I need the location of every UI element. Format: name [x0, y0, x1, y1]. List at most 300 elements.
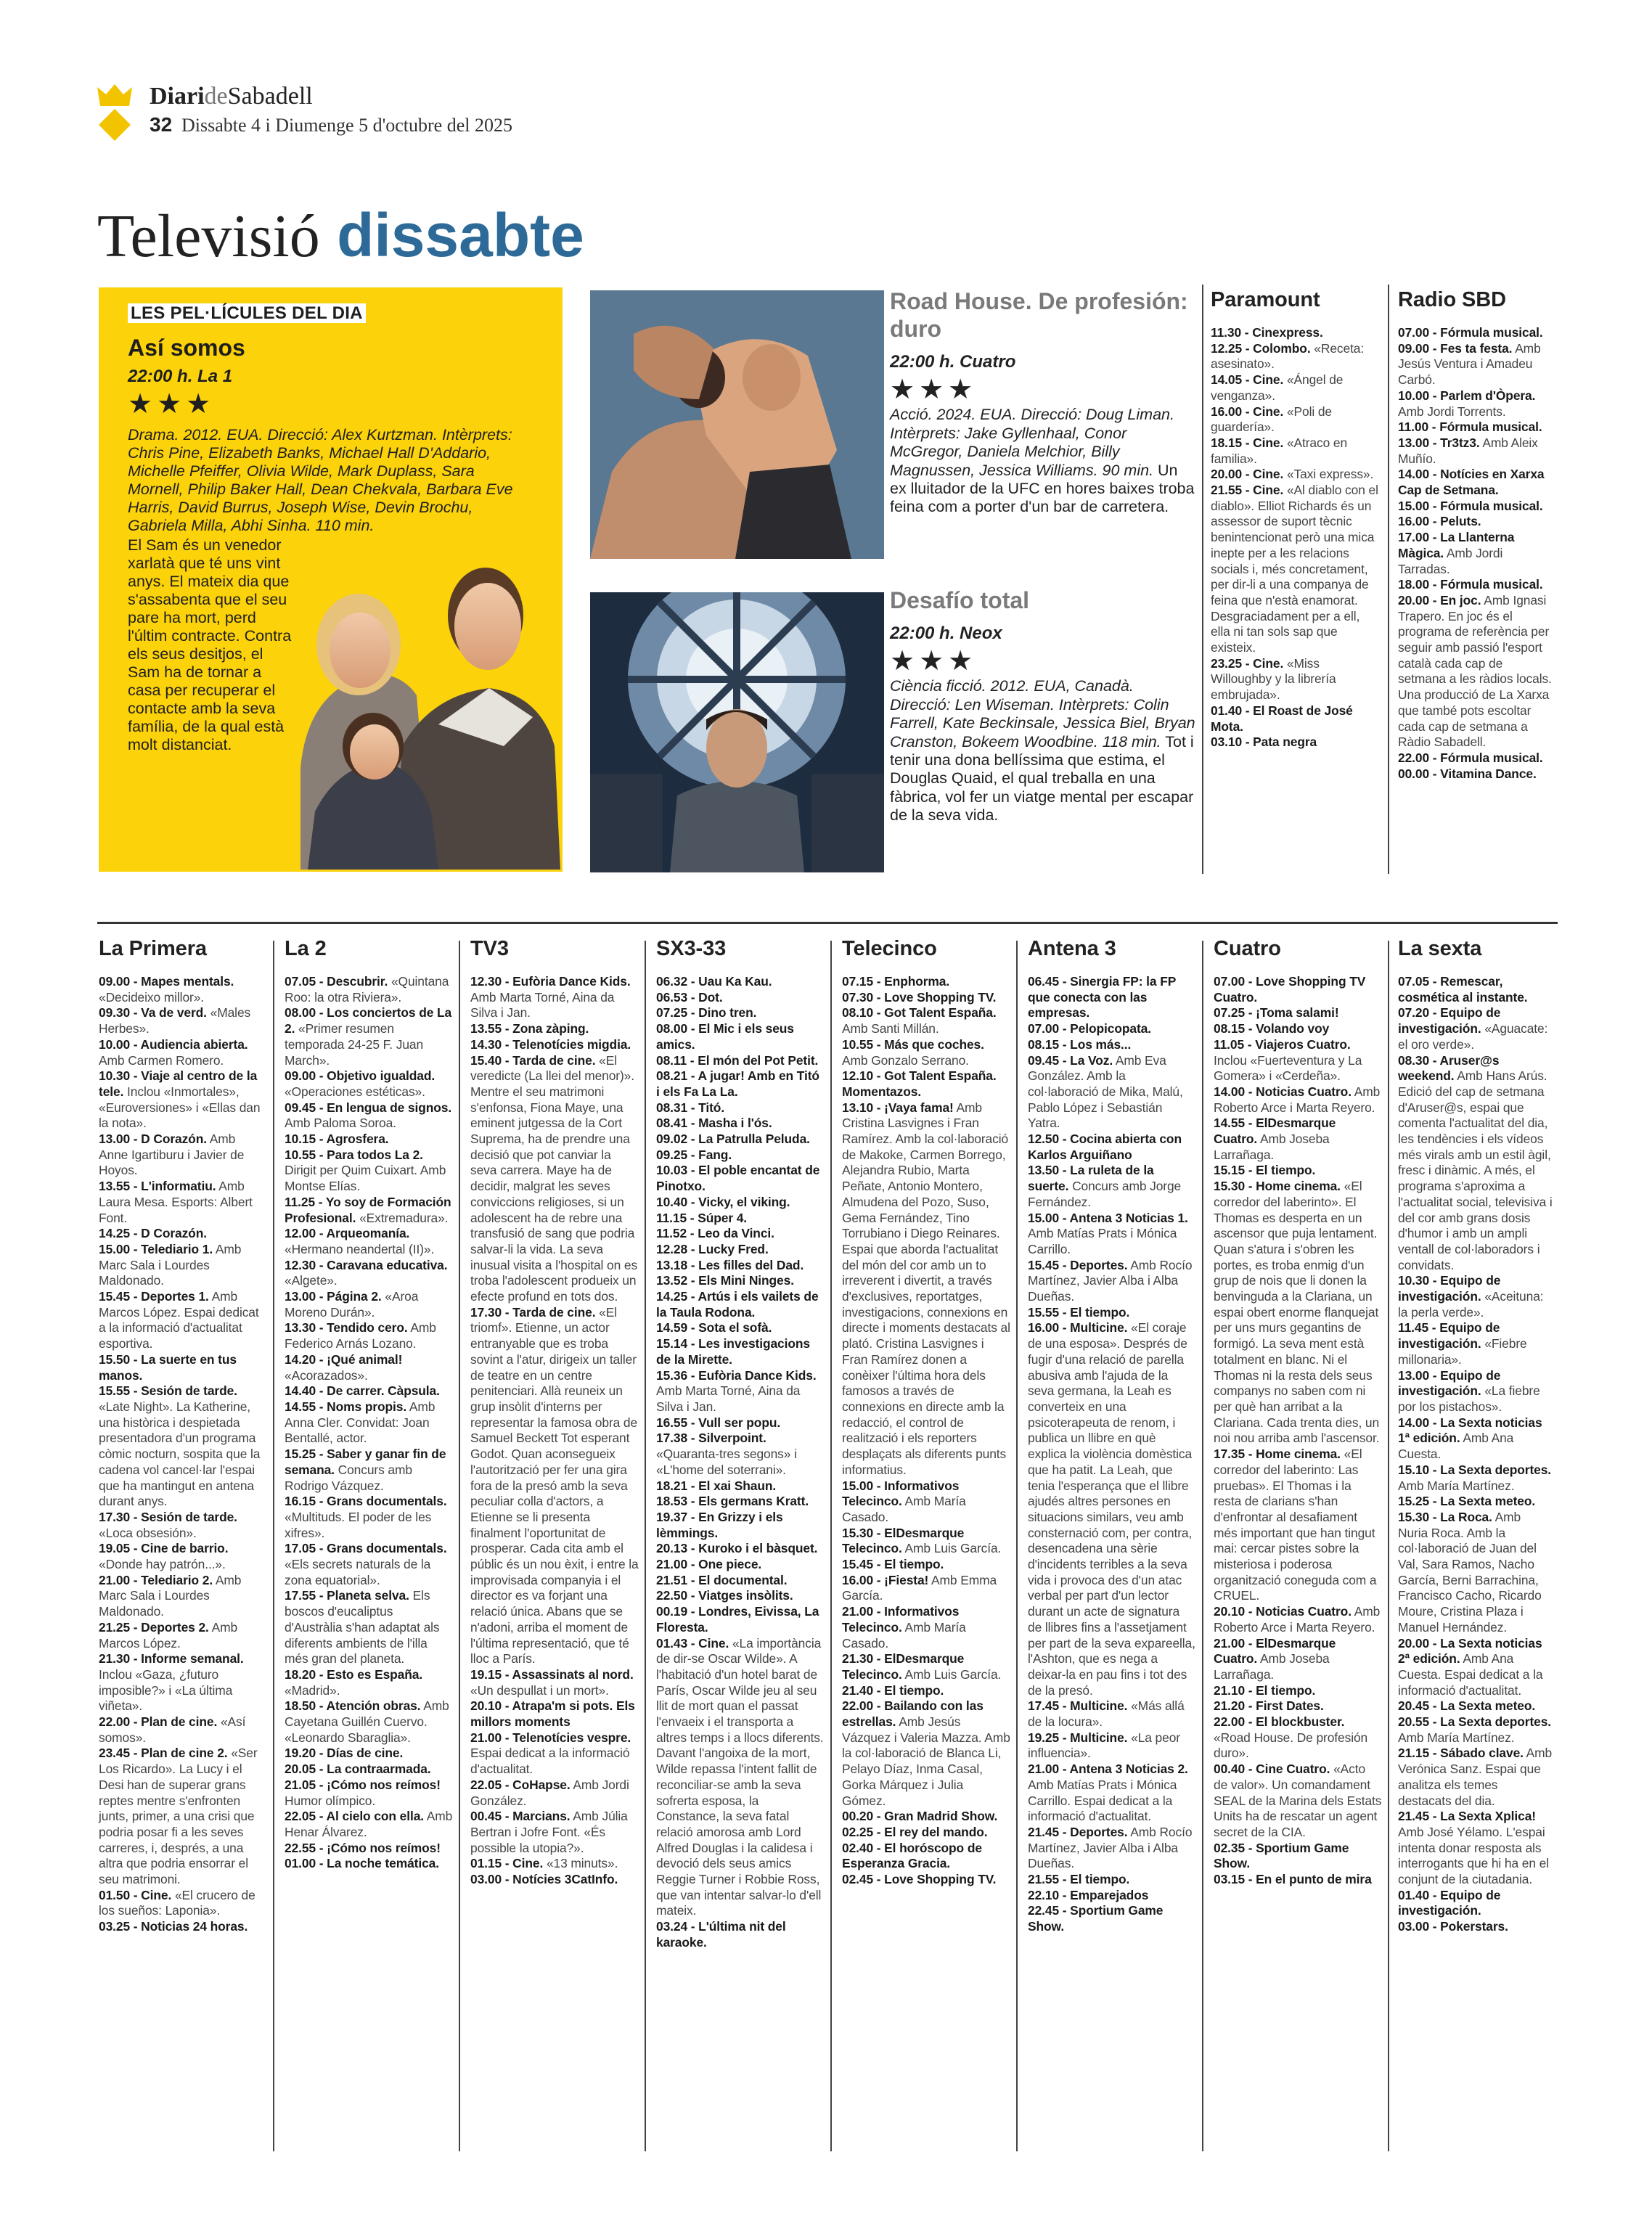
program-time-title: 22.00 - Fórmula musical.	[1398, 750, 1543, 765]
program-item	[470, 1053, 639, 1305]
program-time-title: 14.30 - Telenotícies migdia.	[470, 1036, 631, 1052]
program-item	[656, 1588, 825, 1604]
program-time-title: 17.00 - La Llanterna Màgica.	[1398, 530, 1515, 560]
program-item	[1028, 1730, 1196, 1762]
program-item	[285, 1100, 453, 1132]
channel-name: Cuatro	[1214, 937, 1281, 960]
column-divider	[1388, 941, 1389, 2151]
program-description: Amb Laura Mesa. Esports: Albert Font.	[99, 1179, 253, 1225]
program-time-title: 02.45 - Love Shopping TV.	[842, 1872, 997, 1887]
program-description: «Así somos».	[99, 1714, 246, 1745]
program-time-title: 15.30 - La Roca.	[1398, 1509, 1492, 1524]
program-item	[1028, 1037, 1196, 1053]
program-time-title: 21.30 - Informe semanal.	[99, 1651, 244, 1666]
program-description: Amb María Casado.	[842, 1494, 966, 1524]
program-item	[842, 1005, 1010, 1036]
program-item	[285, 1494, 453, 1541]
program-description: Amb María Casado.	[842, 1619, 966, 1651]
channel-name: La 2	[285, 937, 327, 960]
program-time-title: 12.30 - Caravana educativa.	[285, 1257, 448, 1272]
program-description: Amb Roberto Arce i Marta Reyero.	[1214, 1604, 1381, 1635]
program-time-title: 10.15 - Agrosfera.	[285, 1132, 389, 1147]
column-divider	[1202, 941, 1203, 2151]
program-time-title: 10.00 - Audiencia abierta.	[99, 1036, 248, 1052]
program-time-title: 20.00 - La Sexta noticias 2ª edición.	[1398, 1635, 1542, 1666]
program-item	[1398, 1494, 1553, 1510]
program-item	[1028, 1903, 1196, 1934]
program-item	[842, 1526, 1010, 1557]
program-description: Amb Júlia Bertran i Jofre Font. «És possible la utopia?».	[470, 1809, 628, 1855]
program-description: «Taxi express».	[1286, 467, 1374, 482]
program-item	[99, 1620, 267, 1651]
program-item	[1214, 1683, 1382, 1699]
program-item	[1214, 1021, 1382, 1037]
program-description: Amb Cayetana Guillén Cuervo. «Leonardo Sbaraglia».	[285, 1698, 449, 1745]
program-description: Amb Luis García.	[904, 1541, 1002, 1556]
program-item	[656, 1211, 825, 1227]
program-description: Amb Jordi Tarradas.	[1398, 545, 1503, 576]
program-time-title: 12.30 - Eufòria Dance Kids.	[470, 974, 631, 989]
program-item	[285, 1746, 453, 1762]
program-description: «Aceituna: la perla verde».	[1398, 1289, 1544, 1320]
program-time-title: 10.30 - Viaje al centro de la tele.	[99, 1068, 258, 1099]
program-time-title: 11.25 - Yo soy de Formación Profesional.	[285, 1194, 451, 1225]
program-time-title: 16.00 - Multicine.	[1028, 1320, 1128, 1336]
program-description: Amb Luis García.	[904, 1666, 1002, 1682]
program-item	[656, 1557, 825, 1573]
program-item	[99, 1132, 267, 1179]
program-time-title: 21.15 - Sábado clave.	[1398, 1746, 1524, 1761]
program-time-title: 08.30 - Aruser@s weekend.	[1398, 1052, 1500, 1084]
program-time-title: 14.00 - Notícies en Xarxa Cap de Setmana.	[1398, 467, 1545, 498]
program-time-title: 16.15 - Grans documentals.	[285, 1494, 447, 1509]
program-description: Amb Jordi Torrents.	[1398, 404, 1506, 419]
program-time-title: 17.30 - Tarda de cine.	[470, 1304, 596, 1320]
program-time-title: 01.50 - Cine.	[99, 1887, 172, 1902]
section-kicker: LES PEL·LÍCULES DEL DIA	[128, 303, 366, 323]
program-description: «Algete».	[285, 1273, 338, 1288]
program-item	[1028, 1211, 1196, 1258]
program-item	[656, 1320, 825, 1336]
program-time-title: 16.55 - Vull ser popu.	[656, 1415, 781, 1430]
program-description: «Atraco en familia».	[1211, 435, 1348, 466]
program-item	[285, 1132, 453, 1148]
film-title: Desafío total	[890, 587, 1030, 613]
rating-stars-icon: ★★★	[890, 646, 978, 677]
program-time-title: 08.41 - Masha i l'ós.	[656, 1116, 772, 1131]
program-item	[1398, 388, 1553, 420]
film-text	[890, 406, 1198, 516]
program-time-title: 02.35 - Sportium Game Show.	[1214, 1840, 1349, 1871]
program-description: «El triomf». Etienne, un actor entranyable que es troba sovint a l'atur, dirigeix un taller de teatre en un centre penitenciari. Allà reuneix un grup insòlit d'interns per representar la famosa obra de Samuel Beckett Tot esperant Godot. Quan aconsegueix l'autorització per fer una gira fora de la presó amb la seva peculiar colla d'actors, a Etienne se li presenta finalment l'oportunitat de prosperar. Cada cita amb el públic és un nou èxit, i entre la improvisada companyia i el director es va forjant una relació única. Abans que se n'adoni, arriba el moment de l'última representació, que té lloc a París.	[470, 1304, 639, 1666]
program-item	[1398, 577, 1553, 593]
program-item	[1028, 1762, 1196, 1825]
program-description: Amb Nuria Roca. Amb la col·laboració de Juan del Val, Sara Ramos, Nacho García, Berni Barrachina, Francisco Cacho, Ricardo Moure, Cristina Plaza i Manuel Hernández.	[1398, 1509, 1542, 1635]
program-item	[1398, 1005, 1553, 1052]
program-time-title: 20.55 - La Sexta deportes.	[1398, 1714, 1552, 1730]
program-description: «La peor influencia».	[1028, 1730, 1180, 1761]
program-item	[1398, 1919, 1553, 1935]
program-time-title: 07.15 - Enphorma.	[842, 974, 950, 989]
program-item	[656, 1415, 825, 1431]
program-description: Amb Marcos López.	[99, 1619, 238, 1651]
program-time-title: 08.21 - A jugar! Amb en Titó i els Fa La La.	[656, 1068, 819, 1099]
program-item	[1211, 341, 1379, 372]
program-time-title: 09.00 - Mapes mentals.	[99, 974, 234, 989]
program-time-title: 07.25 - ¡Toma salami!	[1214, 1005, 1339, 1021]
rating-stars-icon: ★★★	[128, 389, 216, 420]
program-time-title: 15.30 - ElDesmarque Telecinco.	[842, 1525, 965, 1556]
program-item	[656, 1021, 825, 1052]
program-time-title: 08.00 - El Mic i els seus amics.	[656, 1021, 794, 1052]
film-title: Así somos	[128, 335, 245, 361]
program-item	[1028, 1888, 1196, 1904]
program-description: «Extremadura».	[359, 1210, 449, 1225]
program-item	[1398, 499, 1553, 515]
program-item	[1398, 1510, 1553, 1636]
program-description: Amb Verónica Sanz. Espai que analitza els temes destacats del dia.	[1398, 1746, 1553, 1808]
program-time-title: 09.30 - Va de verd.	[99, 1005, 207, 1021]
film-credits: Acció. 2024. EUA. Direcció: Doug Liman. Intèrprets: Jake Gyllenhaal, Conor McGregor, Daniela Melchior, Billy Magnussen, Jessica Williams. 90 min.	[890, 406, 1174, 479]
program-description: «El corredor del laberinto». El Thomas es desperta en un ascensor que puja lentament. Quan s'atura i s'obren les portes, es troba enmig d'un grup de nois que li donen la benvinguda a la Clariana, un espai obert enorme flanquejat per uns murs gegantins de formigó. La seva ment està totalment en blanc. Ni el Thomas ni la resta dels seus companys no saben com ni per què han arribat a la Clariana. Cada trenta dies, un noi nou arriba amb l'ascensor.	[1214, 1179, 1380, 1446]
program-description: «Madrid».	[285, 1682, 340, 1698]
program-item	[1214, 1005, 1382, 1021]
program-time-title: 07.30 - Love Shopping TV.	[842, 989, 997, 1005]
program-item	[99, 974, 267, 1005]
program-description: Humor olímpico.	[285, 1793, 376, 1808]
program-time-title: 22.05 - Al cielo con ella.	[285, 1809, 425, 1824]
program-item	[656, 1258, 825, 1274]
program-item	[470, 974, 639, 1021]
program-time-title: 10.00 - Parlem d'Òpera.	[1398, 388, 1536, 403]
program-description: Amb Henar Álvarez.	[285, 1809, 453, 1839]
program-item	[842, 1698, 1010, 1809]
program-time-title: 09.45 - La Voz.	[1028, 1052, 1113, 1068]
program-item	[470, 1021, 639, 1037]
film-block-desafio-total	[890, 586, 1198, 825]
program-time-title: 07.00 - Fórmula musical.	[1398, 325, 1543, 340]
program-item	[1398, 974, 1553, 1005]
program-item	[1398, 1714, 1553, 1746]
program-item	[1211, 703, 1379, 735]
program-time-title: 08.00 - Los conciertos de La 2.	[285, 1005, 452, 1036]
program-description: «Els secrets naturals de la zona equatorial».	[285, 1557, 431, 1587]
program-item	[1398, 1273, 1553, 1320]
channel-name: Paramount	[1211, 288, 1320, 311]
program-time-title: 15.15 - El tiempo.	[1214, 1163, 1316, 1178]
program-time-title: 15.45 - El tiempo.	[842, 1557, 944, 1572]
program-item	[656, 1068, 825, 1100]
program-item	[842, 1604, 1010, 1651]
program-item	[842, 1809, 1010, 1825]
program-item	[842, 1557, 1010, 1573]
program-description: «Acto de valor». Un comandament SEAL de la Marina dels Estats Units ha de rescatar un agent secret de la CIA.	[1214, 1762, 1382, 1839]
program-time-title: 09.00 - Fes ta festa.	[1398, 340, 1513, 356]
program-time-title: 15.30 - Home cinema.	[1214, 1179, 1341, 1194]
newspaper-brand[interactable]: DiarideSabadell	[150, 83, 313, 110]
program-item	[656, 1431, 825, 1478]
program-description: Amb Matías Prats i Mónica Carrillo. Espai dedicat a la informació d'actualitat.	[1028, 1777, 1177, 1824]
program-time-title: 21.10 - El tiempo.	[1214, 1682, 1316, 1698]
program-time-title: 19.25 - Multicine.	[1028, 1730, 1128, 1745]
program-time-title: 08.10 - Got Talent España.	[842, 1005, 997, 1021]
program-item	[1028, 974, 1196, 1021]
program-item	[470, 1778, 639, 1809]
program-item	[99, 1226, 267, 1242]
program-time-title: 21.00 - Telediario 2.	[99, 1572, 213, 1587]
program-item	[285, 1195, 453, 1226]
program-time-title: 15.00 - Informativos Telecinco.	[842, 1478, 960, 1509]
program-time-title: 10.55 - Para todos La 2.	[285, 1147, 423, 1162]
program-time-title: 07.05 - Remescar, cosmética al instante.	[1398, 974, 1528, 1005]
program-item	[842, 1651, 1010, 1682]
program-time-title: 21.00 - Antena 3 Noticias 2.	[1028, 1762, 1188, 1777]
program-item	[1214, 1762, 1382, 1841]
program-item	[1028, 1872, 1196, 1888]
program-time-title: 03.00 - Pokerstars.	[1398, 1919, 1508, 1934]
program-item	[1214, 1604, 1382, 1635]
program-description: «La fiebre por los pistachos».	[1398, 1383, 1540, 1414]
program-description: «Late Night». La Katherine, una històrica i despietada presentadora d'un programa còmic nocturn, sospita que la cadena vol cancel·lar l'espai que ha mantingut en antena durant anys.	[99, 1399, 261, 1509]
program-item	[1211, 435, 1379, 467]
program-time-title: 21.30 - ElDesmarque Telecinco.	[842, 1651, 965, 1682]
program-item	[656, 1242, 825, 1258]
program-time-title: 12.25 - Colombo.	[1211, 340, 1311, 356]
program-item	[656, 1226, 825, 1242]
program-time-title: 11.15 - Súper 4.	[656, 1210, 748, 1225]
program-item	[470, 1667, 639, 1698]
program-description: Dirigit per Quim Cuixart. Amb Montse Elías.	[285, 1163, 446, 1194]
program-item	[285, 1809, 453, 1840]
program-time-title: 21.55 - El tiempo.	[1028, 1872, 1130, 1887]
program-description: Amb Carmen Romero.	[99, 1052, 224, 1068]
program-time-title: 18.00 - Fórmula musical.	[1398, 577, 1543, 592]
program-description: Amb Joseba Larrañaga.	[1214, 1132, 1330, 1162]
program-description: «Miss Willoughby y la librería embrujada».	[1211, 655, 1336, 703]
program-time-title: 11.00 - Fórmula musical.	[1398, 420, 1542, 435]
program-description: Amb María Martínez.	[1398, 1478, 1515, 1493]
channel-column-la-primera	[99, 936, 267, 1935]
program-description: «El coraje de una esposa». Després de fugir d'una relació de parella abusiva amb l'ajuda de la seva germana, la Leah es converteix en una psicoterapeuta de renom, i publica un llibre en què explica la violència domèstica que ha patit. La Leah, que tenia l'esperança que el llibre ajudés altres persones en situacions similars, veu amb consternació com, per contra, desencadena una sèrie d'incidents terribles a la seva vida i provoca des d'un atac verbal per part d'un lector durant un acte de signatura de llibres fins a l'assetjament per part de la seva expareella, l'Ashton, que es nega a deixar-la en pau fins i tot des de la presó.	[1028, 1320, 1195, 1698]
program-time-title: 02.40 - El horóscopo de Esperanza Gracia.	[842, 1840, 982, 1871]
program-time-title: 15.25 - La Sexta meteo.	[1398, 1494, 1536, 1509]
film-credits: Ciència ficció. 2012. EUA, Canadà. Direcció: Len Wiseman. Intèrprets: Colin Farrell, Kate Beckinsale, Jessica Biel, Bryan Cranston, Bokeem Woodbine. 118 min.	[890, 677, 1195, 751]
program-time-title: 20.45 - La Sexta meteo.	[1398, 1698, 1536, 1714]
column-divider	[1016, 941, 1018, 2151]
program-description: Amb Gonzalo Serrano.	[842, 1052, 969, 1068]
film-block-road-house	[890, 287, 1198, 517]
program-item	[1398, 1368, 1553, 1415]
program-item	[285, 1289, 453, 1320]
program-item	[1211, 372, 1379, 404]
program-description: Amb Anne Igartiburu i Javier de Hoyos.	[99, 1132, 245, 1178]
program-item	[1028, 1132, 1196, 1163]
program-time-title: 22.55 - ¡Cómo nos reímos!	[285, 1840, 441, 1855]
program-item	[285, 1352, 453, 1383]
program-description: «Al diablo con el diablo». Elliot Richards és un assessor de suport tècnic benintencionat però una mica inepte per a les relacions socials i, més concretament, per dir-li a una companya de feina que n'està enamorat. Desgraciadament per a ell, ella ni tan sols sap que existeix.	[1211, 483, 1378, 655]
program-description: Amb Joseba Larrañaga.	[1214, 1651, 1330, 1682]
film-text	[890, 677, 1198, 825]
program-time-title: 07.00 - Pelopicopata.	[1028, 1021, 1151, 1036]
program-time-title: 10.40 - Vicky, el viking.	[656, 1194, 790, 1209]
program-item	[99, 1242, 267, 1289]
program-description: «Acorazados».	[285, 1367, 368, 1383]
program-item	[99, 1888, 267, 1919]
issue-date: Dissabte 4 i Diumenge 5 d'octubre del 2025	[181, 115, 512, 136]
program-description: Amb Rocío Martínez, Javier Alba i Alba Dueñas.	[1028, 1257, 1193, 1304]
program-time-title: 14.25 - D Corazón.	[99, 1226, 207, 1241]
program-item	[1398, 593, 1553, 751]
program-time-title: 10.55 - Más que coches.	[842, 1036, 984, 1052]
program-time-title: 13.00 - Página 2.	[285, 1289, 382, 1304]
program-time-title: 03.10 - Pata negra	[1211, 735, 1317, 750]
desafio-total-photo	[590, 592, 884, 872]
program-time-title: 20.13 - Kuroko i el bàsquet.	[656, 1541, 818, 1556]
program-time-title: 17.30 - Sesión de tarde.	[99, 1509, 237, 1524]
program-time-title: 12.10 - Got Talent España. Momentazos.	[842, 1068, 997, 1099]
film-time: 22:00 h. Neox	[890, 623, 1002, 643]
program-description: Amb Jesús Vázquez i Valeria Mazza. Amb la col·laboració de Blanca Li, Pelayo Díaz, Inma Casal, Gorka Márquez i Julia Gómez.	[842, 1714, 1010, 1808]
program-description: Els boscos d'eucaliptus d'Austràlia s'han adaptat als diferents ambients de l'illa més gran del planeta.	[285, 1588, 440, 1666]
program-description: «Aguacate: el oro verde».	[1398, 1021, 1548, 1052]
program-time-title: 01.43 - Cine.	[656, 1635, 729, 1651]
program-item	[285, 1320, 453, 1351]
program-item	[1028, 1021, 1196, 1037]
program-time-title: 13.52 - Els Mini Ninges.	[656, 1273, 794, 1288]
program-item	[470, 1305, 639, 1667]
program-description: «Ser Los Ricardo». La Lucy i el Desi han de superar grans reptes mentre s'enfronten junts, primer, a una crisi que podria posar fi a les seves carreres, i, després, a una altra que podria ensorrar el seu matrimoni.	[99, 1746, 258, 1887]
program-time-title: 03.24 - L'última nit del karaoke.	[656, 1919, 786, 1950]
rating-stars-icon: ★★★	[890, 375, 978, 406]
program-time-title: 09.45 - En lengua de signos.	[285, 1100, 452, 1115]
program-description: Amb Aleix Muñío.	[1398, 435, 1538, 466]
program-item	[285, 1588, 453, 1667]
program-item	[842, 974, 1010, 990]
program-item	[1398, 467, 1553, 498]
program-item	[470, 1698, 639, 1730]
program-time-title: 01.00 - La noche temática.	[285, 1856, 439, 1871]
program-time-title: 18.53 - Els germans Kratt.	[656, 1494, 809, 1509]
channel-column-cuatro	[1214, 936, 1382, 1888]
program-item	[285, 1399, 453, 1447]
program-time-title: 21.00 - Informativos Telecinco.	[842, 1604, 960, 1635]
program-item	[285, 1447, 453, 1494]
featured-film-box	[99, 287, 563, 872]
program-description: Concurs amb Rodrigo Vázquez.	[285, 1462, 412, 1493]
channel-name: La sexta	[1398, 937, 1482, 960]
program-description: Inclou «Inmortales», «Euroversiones» i «Ellas dan la nota».	[99, 1084, 261, 1131]
program-description: «13 minuts».	[546, 1856, 618, 1871]
program-item	[470, 1872, 639, 1888]
program-item	[842, 990, 1010, 1006]
channel-column-la-sexta	[1398, 936, 1553, 1935]
program-description: Amb José Yélamo. L'espai intenta donar resposta als interrogants que hi ha en el conjunt de la ciutadania.	[1398, 1824, 1549, 1887]
program-description: Amb Marta Torné, Aina da Silva i Jan.	[656, 1383, 801, 1414]
channel-name: SX3-33	[656, 937, 727, 960]
program-time-title: 19.37 - En Grizzy i els lèmmings.	[656, 1509, 783, 1540]
program-item	[656, 1636, 825, 1920]
program-item	[470, 1856, 639, 1872]
program-time-title: 20.00 - En joc.	[1398, 592, 1481, 608]
program-time-title: 06.32 - Uau Ka Kau.	[656, 974, 772, 989]
program-time-title: 15.40 - Tarda de cine.	[470, 1052, 596, 1068]
program-item	[285, 974, 453, 1005]
program-item	[842, 1100, 1010, 1478]
program-item	[99, 1573, 267, 1620]
program-time-title: 00.20 - Gran Madrid Show.	[842, 1809, 998, 1824]
program-time-title: 22.10 - Emparejados	[1028, 1887, 1149, 1902]
program-time-title: 21.20 - First Dates.	[1214, 1698, 1324, 1714]
program-item	[656, 1368, 825, 1415]
program-time-title: 06.45 - Sinergia FP: la FP que conecta con las empresas.	[1028, 974, 1176, 1021]
program-item	[1028, 1698, 1196, 1730]
program-item	[656, 1510, 825, 1541]
program-time-title: 00.19 - Londres, Eivissa, La Floresta.	[656, 1604, 819, 1635]
program-time-title: 01.40 - Equipo de investigación.	[1398, 1887, 1501, 1918]
program-description: «La importància de dir-se Oscar Wilde». A l'habitació d'un hotel barat de París, Oscar Wilde jeu al seu llit de mort quan el passat l'envaeix i el transporta a altres temps i a llocs diferents. Davant l'angoixa de la mort, Wilde repassa l'intent fallit de reconciliar-se amb la seva sofrerta esposa, la Constance, la seva fatal relació amorosa amb Lord Alfred Douglas i la calidesa i devoció dels seus amics Reggie Turner i Robbie Ross, que van intentar salvar-lo d'ell mateix.	[656, 1635, 824, 1918]
film-time: 22:00 h. La 1	[128, 367, 233, 386]
program-time-title: 07.25 - Dino tren.	[656, 1005, 757, 1021]
program-time-title: 00.45 - Marcians.	[470, 1809, 571, 1824]
program-time-title: 13.00 - Equipo de investigación.	[1398, 1367, 1501, 1399]
program-item	[1214, 1447, 1382, 1604]
program-item	[656, 1273, 825, 1289]
program-time-title: 07.00 - Love Shopping TV Cuatro.	[1214, 974, 1366, 1005]
program-time-title: 20.10 - Noticias Cuatro.	[1214, 1604, 1352, 1619]
program-description: Amb Marc Sala i Lourdes Maldonado.	[99, 1241, 242, 1288]
channel-column-paramount	[1211, 287, 1379, 751]
column-divider	[830, 941, 832, 2151]
program-description: «Más allá de la locura».	[1028, 1698, 1185, 1730]
program-item	[1398, 1888, 1553, 1919]
program-item	[1214, 1179, 1382, 1447]
channel-name: Antena 3	[1028, 937, 1116, 960]
program-description: Amb Cristina Lasvignes i Fran Ramírez. Amb la col·laboració de Makoke, Carmen Borrego, Alejandra Rubio, Marta Peñate, Antonio Montero, Almudena del Pozo, Suso, Gema Fernández, Tino Torrubiano i Diego Reinares. Espai que aborda l'actualitat del món del cor amb un to irreverent i divertit, a través d'exclusives, reportatges, investigacions, connexions en directe i moments destacats al plató. Cristina Lasvignes i Fran Ramírez donen a conèixer l'última hora dels famosos a través de connexions en directe amb la redacció, el control de realització i els reporters desplaçats als diferents punts informatius.	[842, 1100, 1010, 1477]
program-time-title: 17.05 - Grans documentals.	[285, 1541, 447, 1556]
film-synopsis: Tot i tenir una dona bellíssima que estima, el Douglas Quaid, el qual treballa en una fàbrica, vol fer un viatge mental per escapar de la seva vida.	[890, 732, 1194, 825]
program-description: Amb Hans Arús. Edició del cap de setmana d'Aruser@s, espai que comenta l'actualitat del dia, les tendències i els vídeos més virals amb un estil àgil, fresc i dinàmic. A més, el programa s'aproxima a l'actualitat social, televisiva i del cor amb grans dosis d'humor i amb un ampli ventall de col·laboradors i convidats.	[1398, 1068, 1553, 1272]
program-time-title: 21.25 - Deportes 2.	[99, 1619, 209, 1635]
program-description: Amb Ignasi Trapero. En joc és el programa de referència per seguir amb passió l'esport català cada cap de setmana a les ràdios locals. Una producció de La Xarxa que també pots escoltar cada cap de setmana a Ràdio Sabadell.	[1398, 592, 1552, 750]
page-number: 32	[150, 113, 173, 136]
channel-name: Radio SBD	[1398, 288, 1506, 311]
program-description: «Males Herbes».	[99, 1005, 251, 1036]
program-time-title: 21.45 - La Sexta Xplica!	[1398, 1809, 1536, 1824]
program-item	[99, 1037, 267, 1068]
program-description: Amb Ana Cuesta.	[1398, 1431, 1514, 1462]
program-item	[99, 1179, 267, 1226]
program-time-title: 20.10 - Atrapa'm si pots. Els millors moments	[470, 1698, 635, 1730]
program-item	[656, 1289, 825, 1320]
program-time-title: 18.50 - Atención obras.	[285, 1698, 421, 1714]
column-divider	[1388, 285, 1389, 874]
program-item	[1211, 656, 1379, 703]
program-description: «Quintana Roo: la otra Riviera».	[285, 974, 449, 1005]
program-time-title: 21.40 - El tiempo.	[842, 1682, 944, 1698]
program-item	[285, 1841, 453, 1857]
program-time-title: 12.00 - Arqueomanía.	[285, 1226, 410, 1241]
program-time-title: 06.53 - Dot.	[656, 989, 723, 1005]
program-time-title: 15.50 - La suerte en tus manos.	[99, 1351, 237, 1383]
program-time-title: 15.14 - Les investigacions de la Mirette.	[656, 1336, 810, 1367]
program-item	[1214, 974, 1382, 1005]
program-time-title: 14.00 - La Sexta noticias 1ª edición.	[1398, 1415, 1542, 1446]
program-time-title: 21.45 - Deportes.	[1028, 1824, 1128, 1839]
program-description: Amb Eva González. Amb la col·laboració de Mika, Malú, Pablo López i Sebastián Yatra.	[1028, 1052, 1183, 1131]
program-item	[99, 1289, 267, 1352]
program-time-title: 21.05 - ¡Cómo nos reímos!	[285, 1777, 441, 1792]
program-item	[656, 974, 825, 990]
